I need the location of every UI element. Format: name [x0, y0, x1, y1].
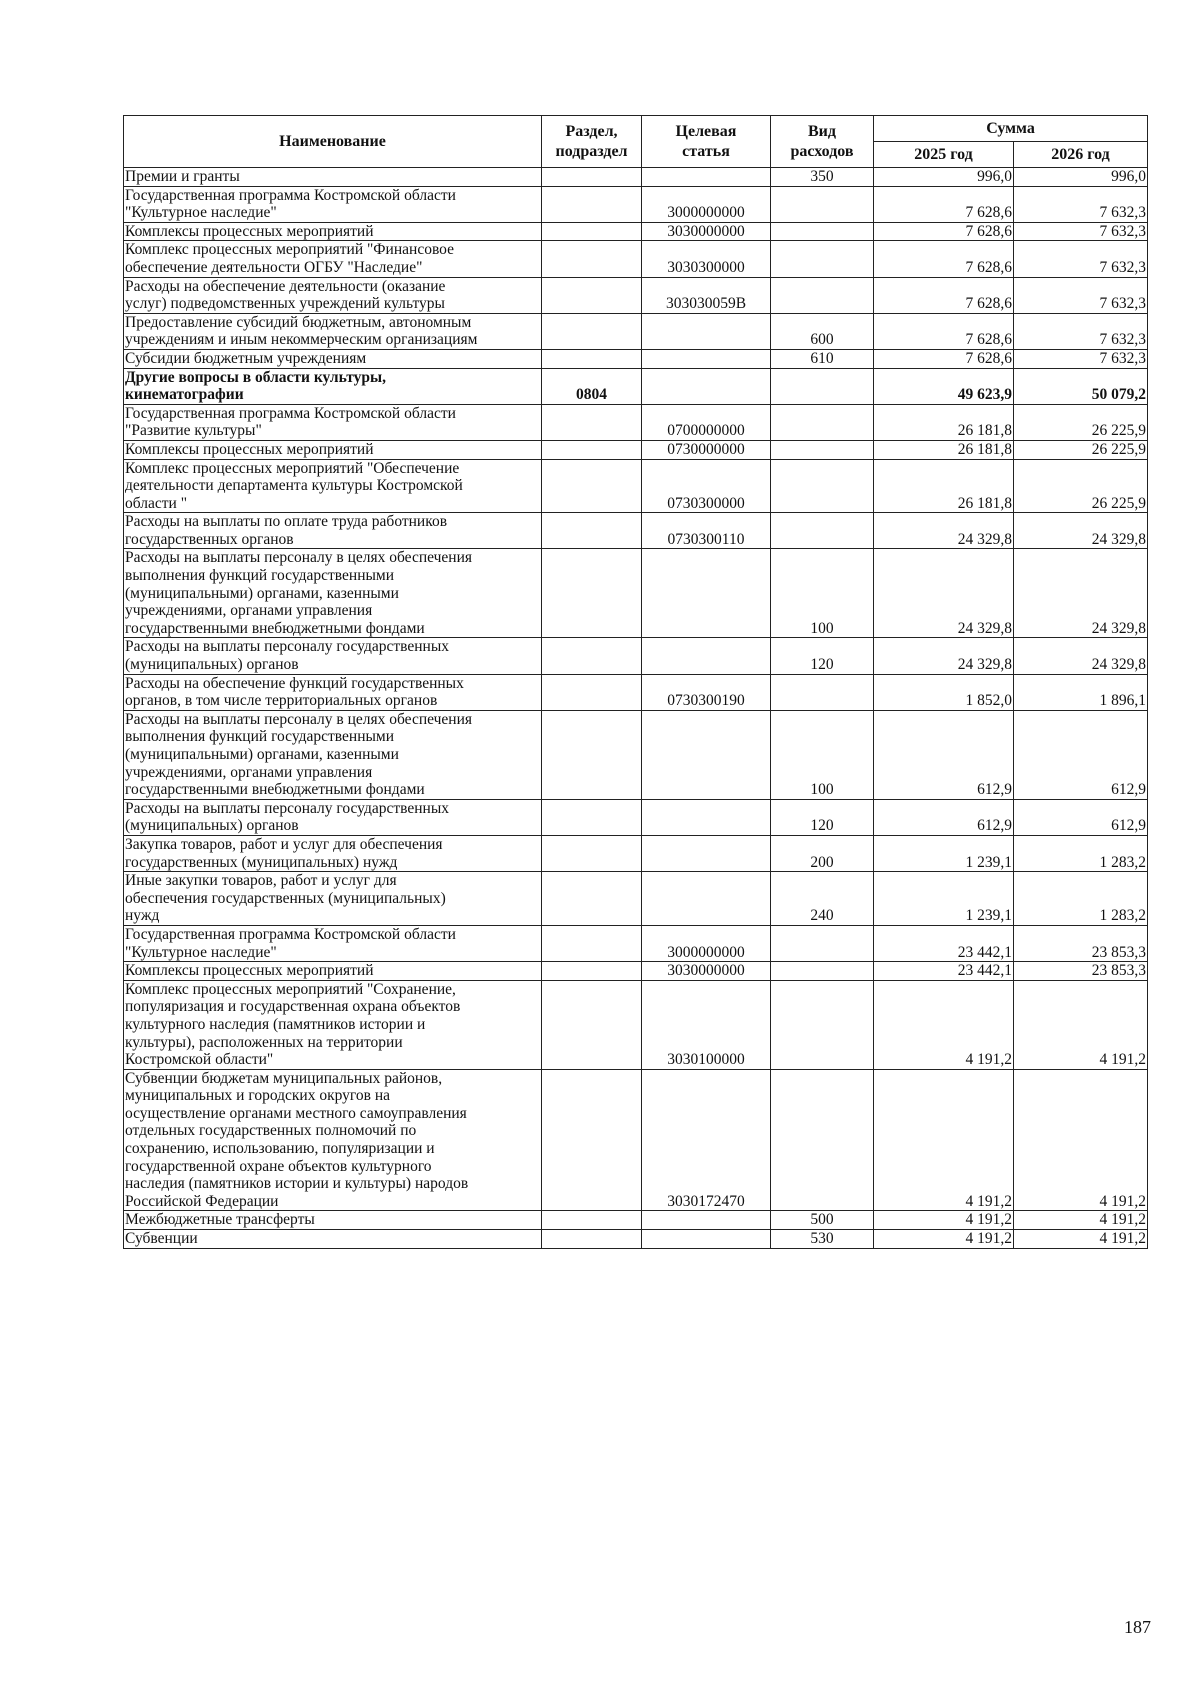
row-sum-2025: 26 181,8 — [874, 440, 1014, 459]
row-section — [542, 799, 642, 835]
table-row — [124, 980, 1148, 1069]
row-section — [542, 872, 642, 926]
row-sum-2026: 4 191,2 — [1014, 1211, 1148, 1230]
row-kind — [771, 459, 874, 513]
row-name — [124, 459, 542, 513]
row-name — [124, 549, 542, 638]
row-name-line: Комплексы процессных мероприятий — [125, 440, 374, 458]
row-sum-2025: 24 329,8 — [874, 513, 1014, 549]
header-section-line2: подраздел — [555, 142, 628, 160]
row-name-line: сохранению, использованию, популяризации и — [125, 1140, 435, 1158]
row-kind: 500 — [771, 1211, 874, 1230]
row-section: 0804 — [542, 368, 642, 404]
row-sum-2025: 24 329,8 — [874, 549, 1014, 638]
row-section — [542, 513, 642, 549]
row-sum-2026: 612,9 — [1014, 799, 1148, 835]
row-name-line: государственными внебюджетными фондами — [125, 781, 425, 799]
row-sum-2026: 24 329,8 — [1014, 513, 1148, 549]
row-name-line: Предоставление субсидий бюджетным, автономным — [125, 313, 472, 331]
row-name — [124, 368, 542, 404]
row-name-line: (муниципальными) органами, казенными — [125, 746, 399, 763]
row-target: 3030000000 — [642, 222, 771, 241]
row-target: 3000000000 — [642, 925, 771, 961]
row-section — [542, 349, 642, 368]
row-section — [542, 549, 642, 638]
row-kind: 120 — [771, 799, 874, 835]
row-name-line: осуществление органами местного самоуправления — [125, 1104, 467, 1122]
row-name-line: культуры), расположенных на территории — [125, 1033, 403, 1051]
row-kind — [771, 925, 874, 961]
header-target — [642, 116, 771, 168]
row-name-line: учреждениям и иным некоммерческим организациям — [125, 331, 478, 349]
row-name-line: нужд — [125, 907, 160, 925]
row-name — [124, 980, 542, 1069]
row-sum-2025: 4 191,2 — [874, 980, 1014, 1069]
row-kind — [771, 962, 874, 981]
row-name-line: Межбюджетные трансферты — [125, 1211, 315, 1229]
row-sum-2025: 23 442,1 — [874, 962, 1014, 981]
table-row — [124, 835, 1148, 871]
row-name — [124, 925, 542, 961]
row-kind — [771, 440, 874, 459]
header-target-line1: Целевая — [675, 122, 737, 140]
row-name-line: Государственная программа Костромской области — [125, 404, 456, 422]
row-sum-2025: 7 628,6 — [874, 186, 1014, 222]
row-name-line: Расходы на обеспечение функций государственных — [125, 674, 464, 692]
row-section — [542, 925, 642, 961]
row-sum-2026: 26 225,9 — [1014, 459, 1148, 513]
row-name-line: Комплекс процессных мероприятий "Сохранение, — [125, 980, 456, 998]
row-target — [642, 872, 771, 926]
row-name-line: Расходы на выплаты персоналу государственных — [125, 638, 449, 656]
row-name-line: Расходы на выплаты персоналу в целях обеспечения — [125, 710, 473, 728]
row-name — [124, 1069, 542, 1211]
row-name-line: Комплексы процессных мероприятий — [125, 222, 374, 240]
row-name-line: муниципальных и городских округов на — [125, 1087, 391, 1105]
table-row — [124, 925, 1148, 961]
row-sum-2026: 7 632,3 — [1014, 186, 1148, 222]
budget-table — [123, 115, 1148, 1249]
row-section — [542, 980, 642, 1069]
row-name — [124, 1211, 542, 1230]
row-kind — [771, 368, 874, 404]
row-target — [642, 799, 771, 835]
row-name-line: кинематографии — [125, 386, 244, 404]
row-target — [642, 710, 771, 799]
row-section — [542, 222, 642, 241]
row-sum-2026: 4 191,2 — [1014, 1069, 1148, 1211]
row-sum-2026: 7 632,3 — [1014, 222, 1148, 241]
row-sum-2026: 1 896,1 — [1014, 674, 1148, 710]
row-kind: 120 — [771, 638, 874, 674]
row-sum-2025: 26 181,8 — [874, 404, 1014, 440]
row-sum-2026: 1 283,2 — [1014, 872, 1148, 926]
table-row — [124, 404, 1148, 440]
row-target — [642, 835, 771, 871]
row-target: 3030300000 — [642, 241, 771, 277]
row-name-line: государственных (муниципальных) нужд — [125, 853, 398, 871]
row-name — [124, 835, 542, 871]
row-name-line: Комплекс процессных мероприятий "Финансовое — [125, 241, 454, 259]
row-sum-2025: 4 191,2 — [874, 1211, 1014, 1230]
row-name — [124, 872, 542, 926]
table-row — [124, 222, 1148, 241]
row-name-line: Закупка товаров, работ и услуг для обеспечения — [125, 835, 443, 853]
row-sum-2025: 996,0 — [874, 168, 1014, 187]
table-row — [124, 459, 1148, 513]
row-kind — [771, 241, 874, 277]
row-name-line: Иные закупки товаров, работ и услуг для — [125, 872, 397, 890]
row-section — [542, 962, 642, 981]
table-row — [124, 1211, 1148, 1230]
row-section — [542, 674, 642, 710]
row-sum-2026: 7 632,3 — [1014, 349, 1148, 368]
header-year-2026: 2026 год — [1014, 142, 1148, 168]
row-name — [124, 404, 542, 440]
table-row — [124, 313, 1148, 349]
row-target: 303030059В — [642, 277, 771, 313]
row-target: 0730300110 — [642, 513, 771, 549]
row-sum-2026: 4 191,2 — [1014, 980, 1148, 1069]
row-name — [124, 799, 542, 835]
row-target — [642, 549, 771, 638]
row-section — [542, 835, 642, 871]
row-name-line: государственной охране объектов культурного — [125, 1157, 432, 1175]
row-name-line: "Культурное наследие" — [125, 943, 277, 961]
row-sum-2025: 4 191,2 — [874, 1069, 1014, 1211]
row-sum-2026: 4 191,2 — [1014, 1230, 1148, 1249]
row-target: 0700000000 — [642, 404, 771, 440]
row-target — [642, 1211, 771, 1230]
row-kind: 240 — [771, 872, 874, 926]
table-body — [124, 168, 1148, 1249]
row-name-line: Субвенции бюджетам муниципальных районов, — [125, 1069, 443, 1087]
row-section — [542, 440, 642, 459]
row-name-line: учреждениями, органами управления — [125, 763, 373, 781]
row-name-line: наследия (памятников истории и культуры) народов — [125, 1175, 469, 1193]
row-kind — [771, 980, 874, 1069]
row-target: 3030100000 — [642, 980, 771, 1069]
table-row — [124, 440, 1148, 459]
row-sum-2025: 49 623,9 — [874, 368, 1014, 404]
row-name — [124, 962, 542, 981]
row-sum-2025: 7 628,6 — [874, 349, 1014, 368]
table-row — [124, 513, 1148, 549]
row-name — [124, 513, 542, 549]
row-kind: 350 — [771, 168, 874, 187]
header-section-line1: Раздел, — [565, 122, 618, 140]
row-target — [642, 313, 771, 349]
row-kind — [771, 674, 874, 710]
row-target: 0730300000 — [642, 459, 771, 513]
row-sum-2025: 1 239,1 — [874, 835, 1014, 871]
row-sum-2026: 24 329,8 — [1014, 549, 1148, 638]
table-row — [124, 799, 1148, 835]
row-sum-2026: 24 329,8 — [1014, 638, 1148, 674]
row-name-line: обеспечение деятельности ОГБУ "Наследие" — [125, 258, 423, 276]
table-row — [124, 962, 1148, 981]
row-name-line: государственными внебюджетными фондами — [125, 619, 425, 637]
row-kind: 610 — [771, 349, 874, 368]
header-year-2025: 2025 год — [874, 142, 1014, 168]
row-sum-2025: 7 628,6 — [874, 277, 1014, 313]
table-row — [124, 349, 1148, 368]
row-name-line: Расходы на выплаты персоналу в целях обеспечения — [125, 549, 473, 567]
row-target — [642, 368, 771, 404]
row-name-line: Другие вопросы в области культуры, — [125, 368, 386, 386]
row-name-line: (муниципальных) органов — [125, 656, 299, 674]
row-name-line: учреждениями, органами управления — [125, 602, 373, 620]
row-kind — [771, 1069, 874, 1211]
row-sum-2025: 23 442,1 — [874, 925, 1014, 961]
row-sum-2025: 1 852,0 — [874, 674, 1014, 710]
table-row — [124, 1069, 1148, 1211]
row-name-line: Премии и гранты — [125, 168, 240, 185]
row-name-line: выполнения функций государственными — [125, 567, 395, 585]
row-sum-2025: 26 181,8 — [874, 459, 1014, 513]
row-target — [642, 168, 771, 187]
row-sum-2026: 26 225,9 — [1014, 440, 1148, 459]
row-sum-2025: 24 329,8 — [874, 638, 1014, 674]
table-row — [124, 549, 1148, 638]
row-target: 0730000000 — [642, 440, 771, 459]
header-kind-line2: расходов — [790, 142, 854, 160]
row-name-line: "Развитие культуры" — [125, 422, 262, 440]
row-section — [542, 168, 642, 187]
row-section — [542, 638, 642, 674]
table-row — [124, 241, 1148, 277]
row-kind: 100 — [771, 549, 874, 638]
header-name: Наименование — [124, 116, 542, 168]
row-name-line: Расходы на выплаты по оплате труда работников — [125, 513, 448, 531]
row-kind — [771, 404, 874, 440]
row-name-line: отдельных государственных полномочий по — [125, 1122, 417, 1140]
row-sum-2025: 4 191,2 — [874, 1230, 1014, 1249]
table-row — [124, 638, 1148, 674]
row-name-line: Комплексы процессных мероприятий — [125, 962, 374, 980]
table-row — [124, 710, 1148, 799]
row-name-line: Комплекс процессных мероприятий "Обеспечение — [125, 459, 460, 477]
row-section — [542, 710, 642, 799]
row-name — [124, 349, 542, 368]
row-name — [124, 168, 542, 187]
row-name-line: обеспечения государственных (муниципальных) — [125, 889, 446, 907]
table-row — [124, 1230, 1148, 1249]
row-sum-2026: 23 853,3 — [1014, 925, 1148, 961]
row-name — [124, 638, 542, 674]
row-name-line: деятельности департамента культуры Костромской — [125, 477, 463, 495]
row-kind — [771, 513, 874, 549]
row-name — [124, 241, 542, 277]
row-sum-2025: 1 239,1 — [874, 872, 1014, 926]
row-name-line: культурного наследия (памятников истории и — [125, 1015, 426, 1033]
row-name — [124, 186, 542, 222]
header-sum: Сумма — [874, 116, 1148, 142]
row-name-line: "Культурное наследие" — [125, 204, 277, 222]
row-sum-2026: 612,9 — [1014, 710, 1148, 799]
row-kind: 530 — [771, 1230, 874, 1249]
row-target: 3030000000 — [642, 962, 771, 981]
row-target — [642, 349, 771, 368]
row-name-line: выполнения функций государственными — [125, 728, 395, 746]
row-name — [124, 222, 542, 241]
row-sum-2025: 612,9 — [874, 799, 1014, 835]
row-section — [542, 1230, 642, 1249]
row-name — [124, 674, 542, 710]
row-name-line: Субвенции — [125, 1230, 198, 1248]
row-section — [542, 313, 642, 349]
header-section — [542, 116, 642, 168]
row-name-line: услуг) подведомственных учреждений культуры — [125, 295, 445, 313]
row-section — [542, 186, 642, 222]
row-section — [542, 1069, 642, 1211]
row-sum-2026: 7 632,3 — [1014, 241, 1148, 277]
row-kind — [771, 186, 874, 222]
row-name-line: популяризация и государственная охрана объектов — [125, 998, 461, 1016]
row-name-line: органов, в том числе территориальных органов — [125, 692, 438, 710]
row-sum-2026: 996,0 — [1014, 168, 1148, 187]
row-sum-2025: 7 628,6 — [874, 222, 1014, 241]
table-row — [124, 186, 1148, 222]
row-name-line: Российской Федерации — [125, 1192, 279, 1210]
header-target-line2: статья — [682, 142, 730, 160]
row-sum-2026: 1 283,2 — [1014, 835, 1148, 871]
row-section — [542, 277, 642, 313]
row-name-line: Государственная программа Костромской области — [125, 186, 456, 204]
row-target: 0730300190 — [642, 674, 771, 710]
row-name-line: Расходы на выплаты персоналу государственных — [125, 799, 449, 817]
table-header — [124, 116, 1148, 168]
row-section — [542, 1211, 642, 1230]
row-name-line: (муниципальных) органов — [125, 817, 299, 835]
row-name — [124, 1230, 542, 1249]
row-section — [542, 241, 642, 277]
row-sum-2026: 26 225,9 — [1014, 404, 1148, 440]
row-name-line: Субсидии бюджетным учреждениям — [125, 349, 367, 367]
row-sum-2026: 50 079,2 — [1014, 368, 1148, 404]
row-name — [124, 277, 542, 313]
row-kind — [771, 222, 874, 241]
row-name-line: Расходы на обеспечение деятельности (оказание — [125, 277, 446, 295]
row-name — [124, 710, 542, 799]
row-sum-2026: 23 853,3 — [1014, 962, 1148, 981]
row-name-line: Государственная программа Костромской области — [125, 925, 456, 943]
table-row — [124, 674, 1148, 710]
row-kind: 100 — [771, 710, 874, 799]
table-row — [124, 872, 1148, 926]
row-target: 3030172470 — [642, 1069, 771, 1211]
row-sum-2026: 7 632,3 — [1014, 277, 1148, 313]
table-row — [124, 368, 1148, 404]
header-kind-line1: Вид — [808, 122, 836, 140]
row-name-line: Костромской области" — [125, 1051, 274, 1069]
table-row — [124, 277, 1148, 313]
row-kind: 200 — [771, 835, 874, 871]
row-section — [542, 459, 642, 513]
row-kind: 600 — [771, 313, 874, 349]
row-name — [124, 313, 542, 349]
row-target — [642, 638, 771, 674]
row-sum-2025: 7 628,6 — [874, 241, 1014, 277]
table-row — [124, 168, 1148, 187]
row-name-line: (муниципальными) органами, казенными — [125, 584, 399, 602]
row-sum-2025: 612,9 — [874, 710, 1014, 799]
row-kind — [771, 277, 874, 313]
row-section — [542, 404, 642, 440]
row-name — [124, 440, 542, 459]
row-target: 3000000000 — [642, 186, 771, 222]
row-name-line: области " — [125, 494, 188, 512]
page-number: 187 — [1124, 1617, 1151, 1637]
row-sum-2025: 7 628,6 — [874, 313, 1014, 349]
row-name-line: государственных органов — [125, 530, 294, 548]
header-kind — [771, 116, 874, 168]
row-target — [642, 1230, 771, 1249]
row-sum-2026: 7 632,3 — [1014, 313, 1148, 349]
